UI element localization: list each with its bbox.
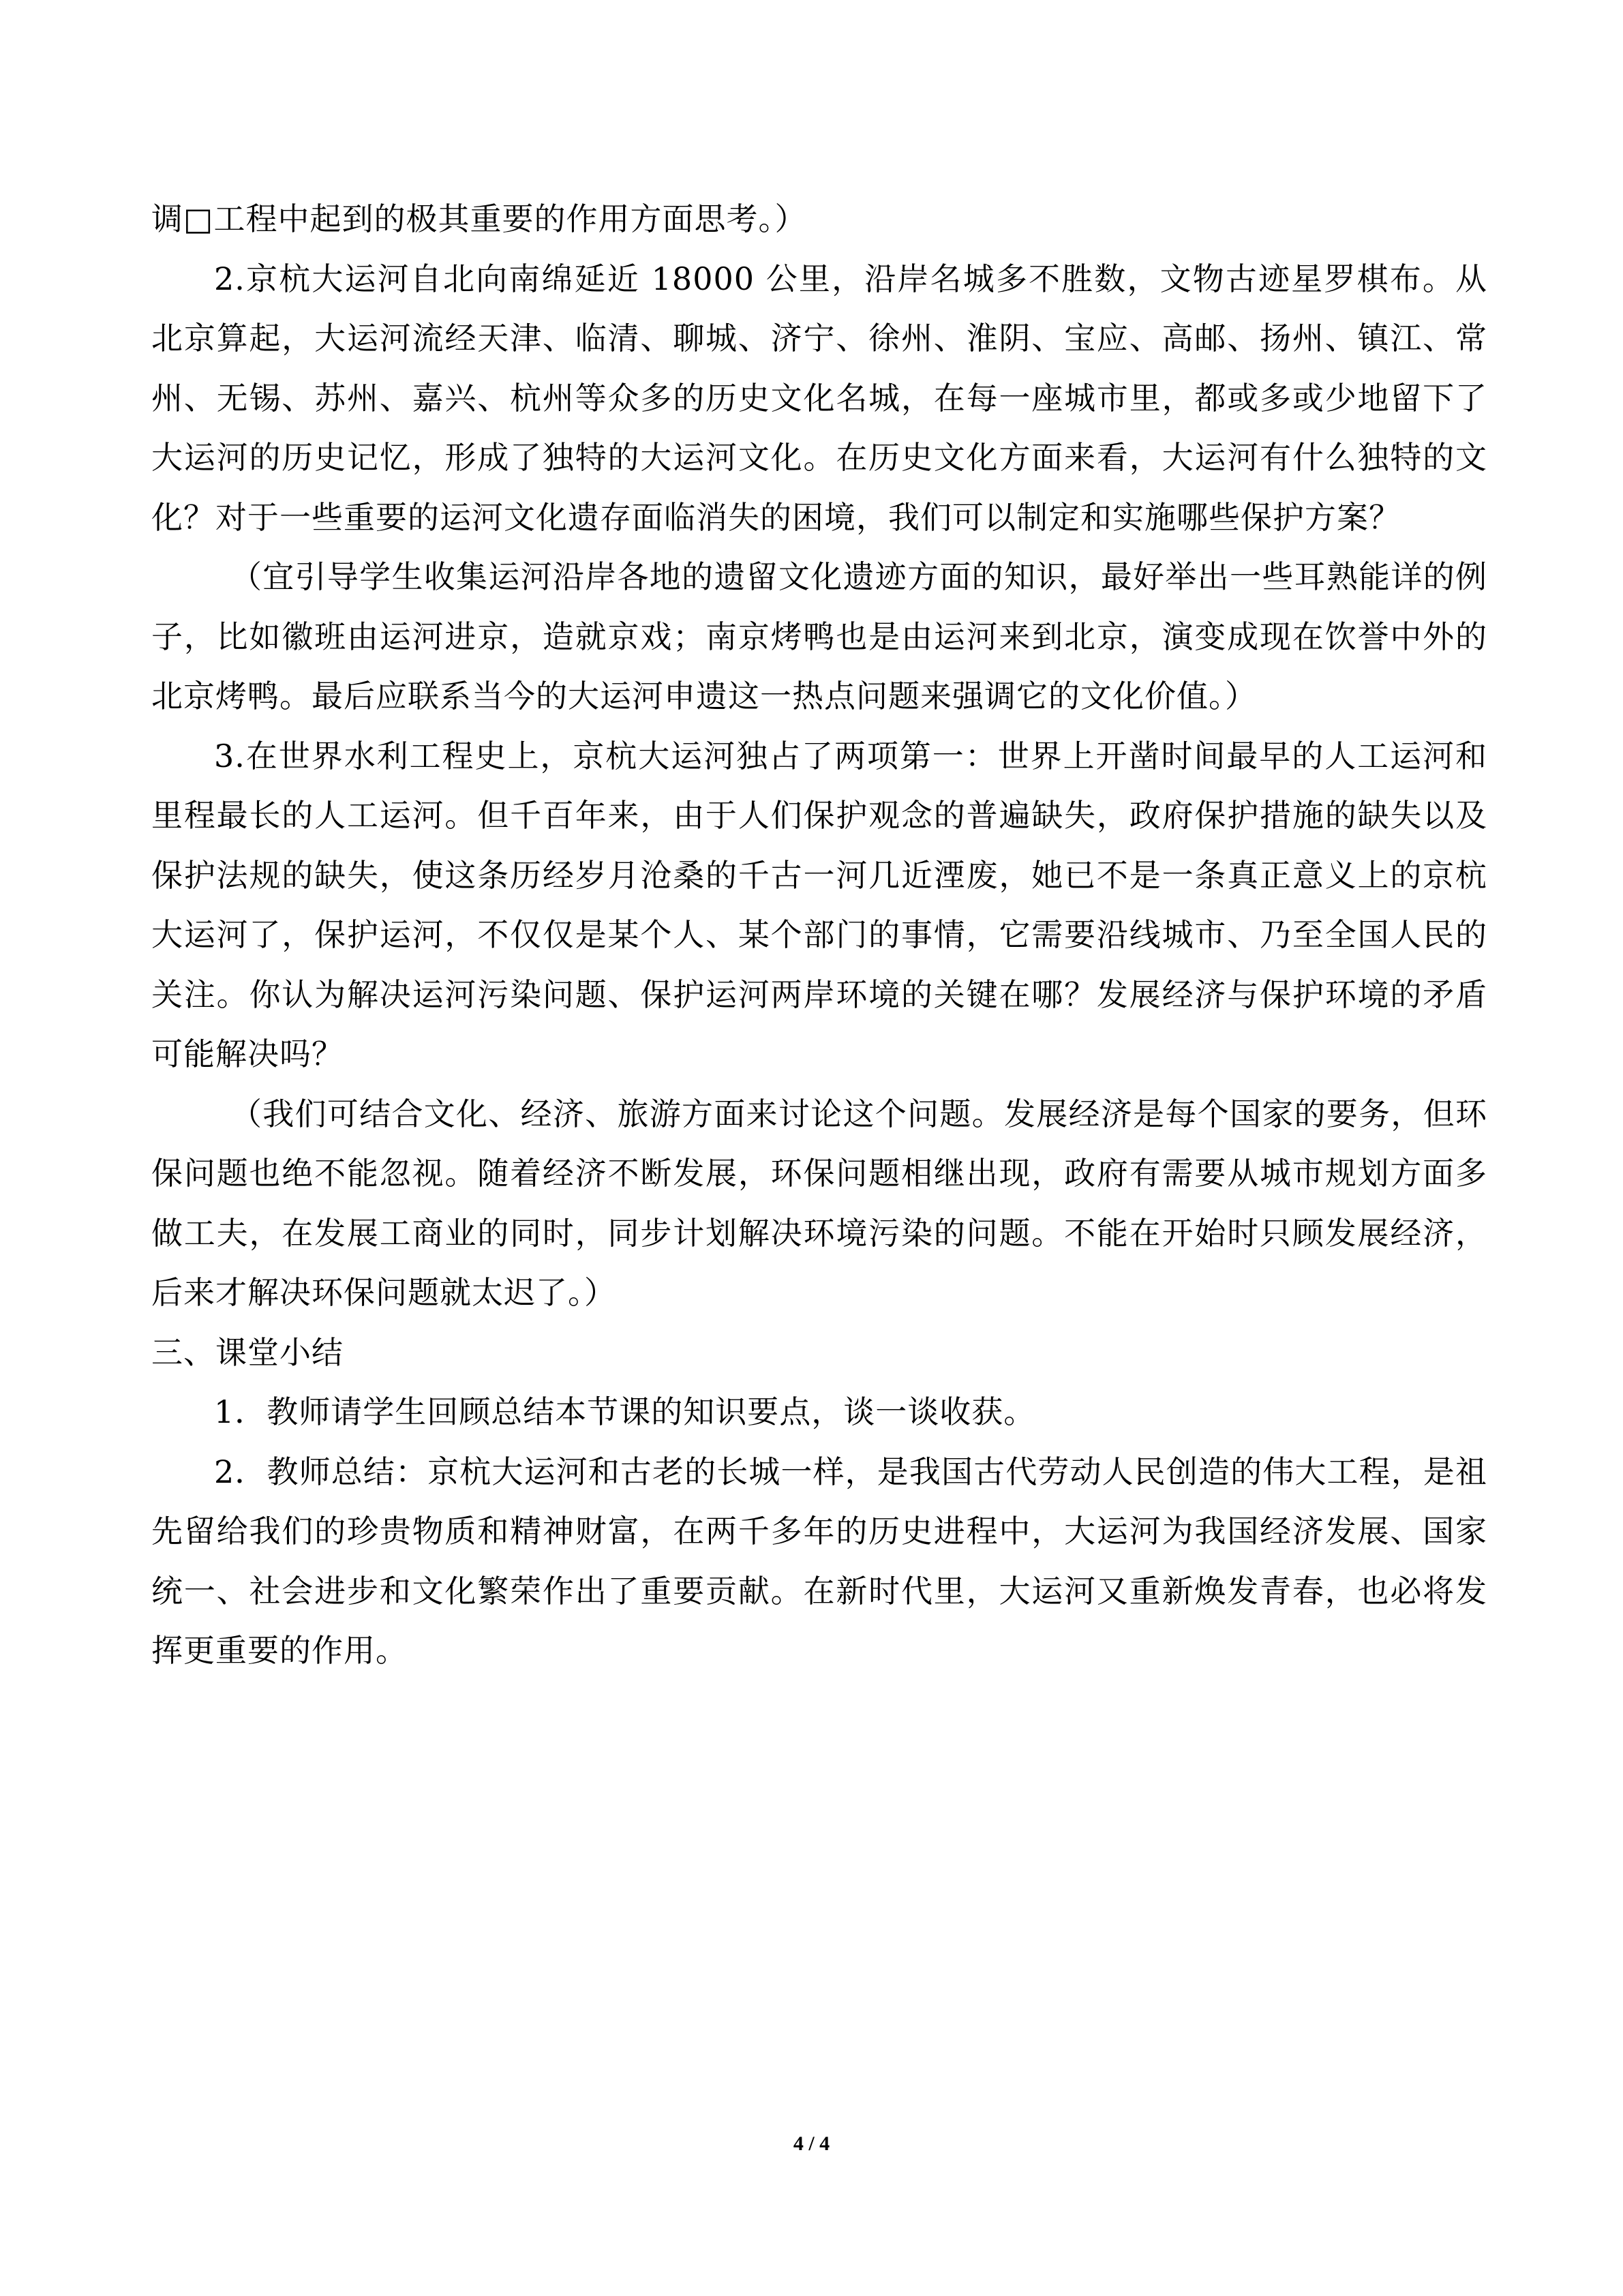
page-number: 4 / 4 <box>793 2132 830 2155</box>
paragraph-question-2: 2.京杭大运河自北向南绵延近 18000 公里，沿岸名城多不胜数，文物古迹星罗棋布。从北京算起，大运河流经天津、临清、聊城、济宁、徐州、淮阴、宝应、高邮、扬州、镇江、常州、无锡、苏州、嘉兴、杭州等众多的历史文化名城，在每一座城市里，都或多或少地留下了大运河的历史记忆，形成了独特的大运河文化。在历史文化方面来看，大运河有什么独特的文化？对于一些重要的运河文化遗存面临消失的困境，我们可以制定和实施哪些保护方案？ <box>151 260 1487 536</box>
paragraph-hint-2: （宜引导学生收集运河沿岸各地的遗留文化遗迹方面的知识，最好举出一些耳熟能详的例子，比如徽班由运河进京，造就京戏；南京烤鸭也是由运河来到北京，演变成现在饮誉中外的北京烤鸭。最后应联系当今的大运河申遗这一热点问题来强调它的文化价值。） <box>151 558 1487 714</box>
paragraph-question-3: 3.在世界水利工程史上，京杭大运河独占了两项第一：世界上开凿时间最早的人工运河和里程最长的人工运河。但千百年来，由于人们保护观念的普遍缺失，政府保护措施的缺失以及保护法规的缺失，使这条历经岁月沧桑的千古一河几近湮废，她已不是一条真正意义上的京杭大运河了，保护运河，不仅仅是某个人、某个部门的事情，它需要沿线城市、乃至全国人民的关注。你认为解决运河污染问题、保护运河两岸环境的关键在哪？发展经济与保护环境的矛盾可能解决吗？ <box>151 737 1487 1072</box>
paragraph-continuation: 调□工程中起到的极其重要的作用方面思考。） <box>151 200 807 237</box>
paragraph-summary-2: 2．教师总结：京杭大运河和古老的长城一样，是我国古代劳动人民创造的伟大工程，是祖先留给我们的珍贵物质和精神财富，在两千多年的历史进程中，大运河为我国经济发展、国家统一、社会进步和文化繁荣作出了重要贡献。在新时代里，大运河又重新焕发青春，也必将发挥更重要的作用。 <box>151 1453 1487 1669</box>
paragraph-summary-1: 1．教师请学生回顾总结本节课的知识要点，谈一谈收获。 <box>214 1393 1036 1430</box>
section-heading-summary: 三、课堂小结 <box>151 1333 344 1371</box>
document-body <box>151 190 1487 1681</box>
paragraph-hint-3: （我们可结合文化、经济、旅游方面来讨论这个问题。发展经济是每个国家的要务，但环保问题也绝不能忽视。随着经济不断发展，环保问题相继出现，政府有需要从城市规划方面多做工夫，在发展工商业的同时，同步计划解决环境污染的问题。不能在开始时只顾发展经济，后来才解决环保问题就太迟了。） <box>151 1095 1487 1311</box>
